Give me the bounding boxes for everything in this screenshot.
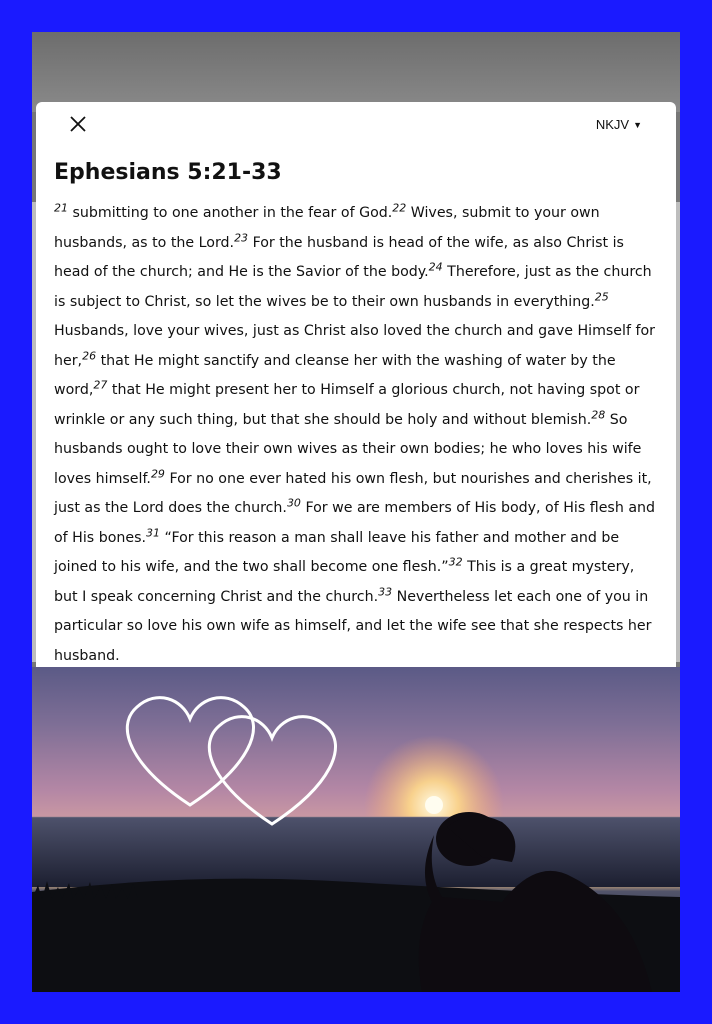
- verse-number: 29: [150, 466, 165, 480]
- dialog-header: [54, 102, 658, 148]
- verse-text: submitting to one another in the fear of God.: [68, 205, 393, 221]
- verse-number: 32: [448, 555, 463, 569]
- passage-text: [54, 199, 658, 671]
- sunset-illustration: [32, 667, 680, 992]
- version-label: NKJV: [595, 117, 630, 132]
- verse-text: Husbands, love your wives, just as Christ also loved the church and gave Himself for her,: [54, 323, 655, 369]
- verse-text: This is a great mystery, but I speak concerning Christ and the church.: [54, 559, 635, 605]
- verse-number: 22: [392, 201, 407, 215]
- verse-text: “For this reason a man shall leave his father and mother and be joined to his wife, and the two shall become one flesh.”: [54, 529, 620, 575]
- verse-number: 28: [591, 407, 606, 421]
- passage-title: Ephesians 5:21-33: [54, 160, 282, 185]
- verse-number: 33: [378, 584, 393, 598]
- verse-number: 23: [234, 230, 249, 244]
- heart-outline-icon: [127, 698, 253, 805]
- heart-outline-icon-2: [209, 717, 335, 824]
- verse-number: 31: [146, 525, 161, 539]
- verse-number: 26: [82, 348, 97, 362]
- verse-number: 30: [286, 496, 301, 510]
- verse-text: Wives, submit to your own husbands, as to the Lord.: [54, 205, 600, 251]
- verse-text: Nevertheless let each one of you in particular so love his own wife as himself, and let the wife see that she respects her husband.: [54, 588, 652, 664]
- sun: [425, 796, 443, 814]
- version-select[interactable]: [596, 117, 642, 132]
- verse-text: that He might sanctify and cleanse her with the washing of water by the word,: [54, 352, 616, 398]
- backdrop: [32, 32, 680, 112]
- caret-down-icon: ▼: [633, 119, 642, 130]
- verse-dialog: [36, 102, 676, 668]
- verse-number: 24: [428, 260, 443, 274]
- sunset-photo: [32, 667, 680, 992]
- verse-text: So husbands ought to love their own wives as their own bodies; he who loves his wife loves himself.: [54, 411, 642, 487]
- verse-number: 27: [93, 378, 108, 392]
- verse-number: 21: [54, 201, 68, 215]
- verse-text: For the husband is head of the wife, as also Christ is head of the church; and He is the Savior of the body.: [54, 234, 624, 280]
- verse-text: that He might present her to Himself a glorious church, not having spot or wrinkle or any such thing, but that she should be holy and without blemish.: [54, 382, 640, 428]
- verse-text: Therefore, just as the church is subject to Christ, so let the wives be to their own husbands in everything.: [54, 264, 652, 310]
- sea: [32, 817, 680, 887]
- verse-text: For no one ever hated his own flesh, but nourishes and cherishes it, just as the Lord does the church.: [54, 470, 652, 516]
- verse-number: 25: [594, 289, 609, 303]
- close-icon[interactable]: [68, 114, 88, 134]
- verse-text: For we are members of His body, of His flesh and of His bones.: [54, 500, 656, 546]
